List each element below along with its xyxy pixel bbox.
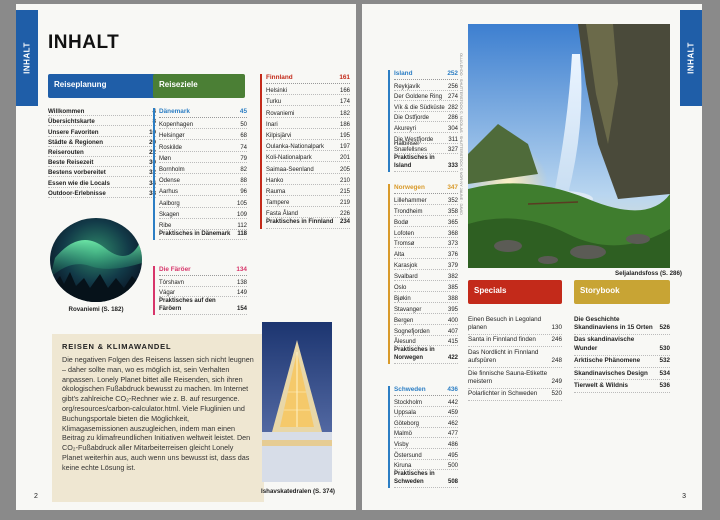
toc-entry-page: 286 (447, 115, 458, 122)
toc-entry-label: Einen Besuch in Legoland planen (468, 315, 542, 331)
section-finland (260, 74, 350, 229)
toc-entry-label: Visby (394, 441, 409, 448)
toc-entry-label: Uppsala (394, 410, 417, 417)
toc-entry[interactable] (394, 292, 458, 303)
section-heading-page: 134 (236, 266, 247, 273)
toc-entry-label: Helsinki (266, 88, 288, 95)
toc-entry-label: Skandinavisches Design (574, 369, 648, 377)
left-page (16, 4, 356, 510)
toc-entry-label: Stockholm (394, 399, 423, 406)
toc-entry-label: Bestens vorbereitet (48, 169, 106, 177)
page-title: INHALT (48, 32, 120, 53)
toc-entry-label: Das skandinavische Wunder (574, 336, 635, 352)
toc-entry-label: Outdoor-Erlebnisse (48, 189, 106, 197)
toc-entry-label: Ribe (159, 222, 172, 229)
toc-entry-page: 186 (339, 121, 350, 128)
toc-entry[interactable] (394, 80, 458, 91)
cathedral-image (262, 322, 332, 482)
toc-entry-label: Møn (159, 155, 171, 162)
toc-entry[interactable] (159, 129, 247, 140)
toc-entry-label: Göteborg (394, 420, 420, 427)
toc-entry-page: 130 (551, 323, 562, 331)
toc-entry-page: 304 (447, 125, 458, 132)
waterfall-photo (468, 24, 670, 268)
toc-entry-label: Tórshavn (159, 279, 185, 286)
toc-entry-label: Die Ostfjorde (394, 115, 430, 122)
toc-entry-label: Halbinsel Snæfellsnes (394, 141, 428, 154)
toc-entry-label: Vágar (159, 290, 176, 297)
toc-entry-label: Skagen (159, 211, 180, 218)
toc-entry[interactable] (394, 325, 458, 336)
toc-entry-page: 442 (447, 399, 458, 406)
toc-entry-page: 256 (447, 83, 458, 90)
toc-entry[interactable] (266, 84, 350, 95)
section-heading-title: Island (394, 70, 413, 77)
toc-entry-page: 68 (240, 133, 247, 140)
toc-entry-page: 201 (339, 155, 350, 162)
section-heading-page: 252 (447, 70, 458, 77)
toc-entry-label: Bergen (394, 317, 414, 324)
toc-entry[interactable] (48, 177, 156, 187)
climate-box-title: REISEN & KLIMAWANDEL (62, 342, 172, 351)
toc-entry-page: 105 (236, 200, 247, 207)
toc-entry-label: Östersund (394, 452, 422, 459)
toc-entry[interactable] (394, 141, 458, 155)
section-heading-title: Schweden (394, 386, 426, 393)
section-tab-label: INHALT (22, 42, 32, 74)
toc-entry[interactable] (159, 174, 247, 185)
toc-entry[interactable] (394, 238, 458, 249)
toc-entry-label: Rovaniemi (266, 110, 295, 117)
toc-entry-page: 395 (447, 306, 458, 313)
toc-entry-label: Die Westfjorde (394, 136, 434, 143)
toc-entry-page: 210 (339, 177, 350, 184)
toc-entry[interactable] (159, 163, 247, 174)
toc-entry-label: Turku (266, 99, 282, 106)
section-heading-title: Finnland (266, 74, 293, 81)
toc-entry-page: 82 (240, 166, 247, 173)
toc-entry[interactable] (266, 174, 350, 185)
toc-entry-label: Ålesund (394, 339, 416, 346)
toc-entry-page: 249 (551, 377, 562, 385)
toc-entry-label: Praktisches in Finnland (266, 219, 334, 226)
section-norway (388, 184, 458, 364)
toc-entry-page: 532 (659, 357, 670, 365)
toc-entry-label: Inari (266, 121, 278, 128)
toc-entry[interactable] (159, 196, 247, 207)
toc-entry-label: Roskilde (159, 144, 183, 151)
toc-entry-page: 530 (659, 344, 670, 352)
toc-entry-page: 109 (236, 211, 247, 218)
toc-entry[interactable] (394, 259, 458, 270)
toc-entry-label: Oslo (394, 285, 407, 292)
right-page (362, 4, 702, 510)
toc-entry-label: Reykjavík (394, 83, 421, 90)
toc-entry[interactable] (394, 216, 458, 227)
section-heading-page: 161 (339, 74, 350, 81)
toc-entry[interactable] (394, 438, 458, 449)
toc-entry-page: 477 (447, 431, 458, 438)
reiseziele-header: Reiseziele (153, 74, 245, 98)
toc-entry-page: 520 (551, 390, 562, 398)
toc-entry-label: Santa in Finnland finden (468, 336, 536, 344)
toc-entry-label: Bodø (394, 219, 409, 226)
toc-entry[interactable] (394, 248, 458, 259)
toc-entry-page: 379 (447, 263, 458, 270)
cathedral-photo (262, 322, 332, 482)
reiseplanung-header: Reiseplanung (48, 74, 156, 98)
toc-entry-page: 4 (152, 108, 156, 116)
toc-entry[interactable] (574, 380, 670, 392)
section-heading[interactable] (159, 266, 247, 276)
toc-entry[interactable] (266, 129, 350, 140)
toc-entry-page: 50 (240, 122, 247, 129)
toc-entry-page: 327 (447, 147, 458, 154)
toc-entry-label: Lillehammer (394, 197, 427, 204)
toc-entry-page: 74 (240, 144, 247, 151)
toc-entry[interactable] (394, 91, 458, 102)
climate-box (52, 334, 264, 502)
toc-entry-page: 376 (447, 252, 458, 259)
toc-entry[interactable] (574, 314, 670, 335)
toc-entry[interactable] (48, 167, 156, 177)
toc-entry-label: Übersichtskarte (48, 118, 95, 126)
toc-entry-page: 182 (339, 110, 350, 117)
toc-entry[interactable] (159, 185, 247, 196)
storybook-header: Storybook (574, 280, 670, 304)
toc-entry-page: 274 (447, 94, 458, 101)
toc-entry-label: Akureyri (394, 125, 417, 132)
toc-entry[interactable] (394, 470, 458, 488)
section-heading[interactable] (159, 108, 247, 118)
toc-entry-label: Aalborg (159, 200, 180, 207)
toc-entry-label: Trondheim (394, 208, 423, 215)
toc-entry[interactable] (266, 207, 350, 218)
toc-entry-page: 174 (339, 99, 350, 106)
toc-entry[interactable] (48, 137, 156, 147)
toc-entry-page: 358 (447, 208, 458, 215)
toc-entry-page: 385 (447, 285, 458, 292)
toc-entry[interactable] (394, 281, 458, 292)
toc-entry-label: Stavanger (394, 306, 422, 313)
toc-entry-label: Praktisches in Dänemark (159, 230, 231, 237)
toc-entry-label: Lofoten (394, 230, 415, 237)
toc-entry[interactable] (394, 270, 458, 281)
toc-entry-label: Helsingør (159, 133, 185, 140)
toc-entry[interactable] (574, 335, 670, 356)
section-sweden (388, 386, 458, 488)
toc-entry[interactable] (394, 417, 458, 428)
toc-entry-label: Die finnische Sauna-Etikette meistern (468, 369, 548, 385)
toc-entry[interactable] (48, 188, 156, 198)
toc-entry-label: Vík & die Südküste (394, 104, 445, 111)
toc-entry-label: Tampere (266, 200, 290, 207)
toc-entry-page: 166 (339, 88, 350, 95)
section-heading[interactable] (394, 386, 458, 396)
toc-entry-label: Karasjok (394, 263, 418, 270)
toc-entry-label: Hanko (266, 177, 284, 184)
toc-entry[interactable] (394, 122, 458, 133)
toc-entry[interactable] (159, 118, 247, 129)
toc-entry[interactable] (266, 218, 350, 228)
toc-entry-page: 368 (447, 230, 458, 237)
toc-entry-label: Städte & Regionen (48, 138, 104, 146)
toc-entry[interactable] (48, 106, 156, 116)
toc-entry-page: 415 (447, 339, 458, 346)
toc-entry[interactable] (159, 276, 247, 287)
toc-entry-page: 138 (236, 279, 247, 286)
toc-entry-label: Aarhus (159, 189, 179, 196)
toc-entry-label: Svalbard (394, 274, 418, 281)
toc-entry-label: Das Nordlicht in Finnland aufspüren (468, 348, 539, 365)
toc-entry-label: Praktisches in Schweden (394, 471, 435, 485)
aurora-photo (50, 218, 142, 302)
waterfall-image (468, 24, 670, 268)
specials-header: Specials (468, 280, 562, 304)
toc-entry[interactable] (266, 95, 350, 106)
toc-entry-page: 246 (551, 336, 562, 344)
toc-entry[interactable] (394, 428, 458, 439)
toc-entry-page: 333 (447, 162, 458, 169)
toc-entry-label: Tierwelt & Wildnis (574, 381, 629, 389)
toc-entry[interactable] (266, 140, 350, 151)
toc-entry-label: Malmö (394, 431, 413, 438)
storybook-list (574, 314, 670, 393)
toc-entry-page: 536 (659, 381, 670, 389)
toc-entry[interactable] (48, 157, 156, 167)
toc-entry-page: 88 (240, 178, 247, 185)
section-tab-left[interactable] (16, 10, 38, 106)
toc-entry[interactable] (48, 126, 156, 136)
toc-entry[interactable] (394, 407, 458, 418)
toc-entry[interactable] (394, 227, 458, 238)
toc-entry-page: 197 (339, 144, 350, 151)
toc-entry[interactable] (159, 140, 247, 151)
toc-entry-label: Praktisches in Norwegen (394, 347, 435, 361)
toc-entry-page: 219 (339, 200, 350, 207)
waterfall-caption: Seljalandsfoss (S. 286) (614, 270, 682, 277)
toc-entry-page: 352 (447, 197, 458, 204)
toc-entry[interactable] (266, 162, 350, 173)
toc-entry-label: Essen wie die Locals (48, 179, 110, 187)
toc-entry[interactable] (394, 303, 458, 314)
toc-entry-label: Alta (394, 252, 405, 259)
page-number-left: 2 (34, 493, 38, 500)
toc-entry-label: Reiserouten (48, 148, 84, 156)
toc-entry-page: 149 (236, 290, 247, 297)
toc-entry[interactable] (266, 196, 350, 207)
toc-entry[interactable] (394, 112, 458, 123)
toc-entry-page: 534 (659, 369, 670, 377)
section-tab-right[interactable] (680, 10, 702, 106)
toc-entry-page: 118 (237, 230, 247, 237)
toc-entry-page: 30 (149, 159, 156, 167)
toc-entry-page: 154 (236, 305, 247, 312)
section-heading-title: Die Färöer (159, 266, 191, 273)
toc-entry[interactable] (574, 356, 670, 368)
toc-entry-page: 79 (240, 155, 247, 162)
toc-entry-page: 248 (551, 357, 562, 365)
toc-entry-page: 486 (447, 441, 458, 448)
climate-box-text: Die negativen Folgen des Reisens lassen sich nicht leugnen – daher sollte man, wo es möglich ist, sein Verhalten anpassen. Lonely Planet bittet alle Reisenden, sich ihren ökologischen Fußabdruck bewusst zu machen. Im Internet gibt's zahlreiche CO₂-Rechner wie z. B. auf resurgence. org/resources/carbon-calculator.html. Viele Fluglinien und Buchungsportale bieten die Möglichkeit, Klimagasemissionen auszugleichen, indem man einen Beitrag zu klimafreundlichen Initiativen weltweit leistet. Den CO₂-Fußabdruck aller Mitarbeiterreisen gleicht Lonely Planet weiterhin aus, auch wenn uns bewusst ist, dass das keine echte Lösung ist. (62, 355, 254, 472)
toc-entry[interactable] (468, 389, 562, 401)
toc-entry[interactable] (159, 219, 247, 230)
toc-entry[interactable] (266, 151, 350, 162)
toc-entry-page: 282 (447, 104, 458, 111)
toc-entry-label: Kilpisjärvi (266, 132, 292, 139)
toc-entry-page: 38 (149, 189, 156, 197)
toc-entry[interactable] (394, 460, 458, 471)
toc-entry-page: 112 (237, 222, 247, 229)
toc-entry-page: 22 (149, 148, 156, 156)
toc-entry-label: Der Goldene Ring (394, 94, 443, 101)
toc-entry-page: 382 (447, 274, 458, 281)
toc-entry[interactable] (574, 368, 670, 380)
toc-entry-label: Die Geschichte Skandinaviens in 15 Orten (574, 315, 653, 331)
toc-entry-page: 462 (447, 420, 458, 427)
section-heading[interactable] (394, 184, 458, 194)
aurora-caption: Rovaniemi (S. 182) (68, 306, 124, 313)
page-number-right: 3 (682, 493, 686, 500)
toc-entry-label: Saimaa-Seenland (266, 166, 314, 173)
toc-entry-page: 459 (447, 410, 458, 417)
aurora-image (50, 218, 142, 302)
photo-credit-text: OLLI/LEHDO · SHUTTERSTOCK ©, NICOLAS · SHUTTERSTOCK © NOR·NY JAUNE · DAVID (459, 53, 463, 215)
toc-entry[interactable] (394, 336, 458, 347)
section-denmark (153, 108, 247, 240)
section-iceland (388, 70, 458, 172)
toc-entry-label: Willkommen (48, 108, 85, 116)
toc-entry-page: 407 (447, 328, 458, 335)
toc-entry[interactable] (394, 314, 458, 325)
toc-entry-label: Arktische Phänomene (574, 357, 641, 365)
toc-entry-label: Polarlichter in Schweden (468, 390, 538, 398)
toc-entry[interactable] (394, 346, 458, 364)
toc-entry-page: 311 (448, 136, 458, 143)
toc-entry[interactable] (159, 287, 247, 298)
toc-entry[interactable] (159, 230, 247, 240)
toc-entry-page: 226 (339, 211, 350, 218)
toc-entry[interactable] (394, 101, 458, 112)
toc-entry-page: 34 (149, 179, 156, 187)
toc-entry-page: 96 (240, 189, 247, 196)
toc-entry[interactable] (468, 368, 562, 389)
toc-entry[interactable] (394, 154, 458, 172)
toc-entry-page: 8 (152, 118, 156, 126)
section-heading-page: 347 (447, 184, 458, 191)
planning-list (48, 106, 156, 198)
section-tab-label: INHALT (686, 42, 696, 74)
section-heading-title: Norwegen (394, 184, 425, 191)
toc-entry[interactable] (394, 205, 458, 216)
photo-credit (457, 34, 465, 234)
toc-entry[interactable] (468, 335, 562, 347)
cathedral-caption: Ishavskatedralen (S. 374) (261, 488, 335, 495)
section-heading[interactable] (266, 74, 350, 84)
specials-list (468, 314, 562, 401)
toc-entry-label: Bornholm (159, 166, 185, 173)
toc-entry[interactable] (394, 194, 458, 205)
toc-entry[interactable] (394, 449, 458, 460)
toc-entry[interactable] (48, 116, 156, 126)
toc-entry[interactable] (159, 297, 247, 315)
toc-entry-label: Beste Reisezeit (48, 159, 94, 167)
section-heading[interactable] (394, 70, 458, 80)
toc-entry-page: 422 (447, 354, 458, 361)
toc-entry-page: 32 (149, 169, 156, 177)
toc-entry[interactable] (159, 208, 247, 219)
toc-entry-page: 495 (447, 452, 458, 459)
toc-entry-label: Rauma (266, 188, 286, 195)
toc-entry-label: Sognefjorden (394, 328, 430, 335)
section-heading-title: Dänemark (159, 108, 190, 115)
toc-entry[interactable] (394, 396, 458, 407)
toc-entry-label: Praktisches auf den Färöern (159, 298, 216, 312)
toc-entry-label: Tromsø (394, 241, 415, 248)
toc-entry[interactable] (48, 147, 156, 157)
toc-entry-label: Koli-Nationalpark (266, 155, 312, 162)
toc-entry-page: 205 (339, 166, 350, 173)
toc-entry[interactable] (468, 314, 562, 335)
toc-entry-page: 20 (149, 138, 156, 146)
toc-entry-page: 526 (659, 323, 670, 331)
section-faroe (153, 266, 247, 315)
toc-entry[interactable] (266, 118, 350, 129)
toc-entry-label: Oulanka-Nationalpark (266, 144, 325, 151)
toc-entry[interactable] (159, 152, 247, 163)
toc-entry-page: 500 (447, 463, 458, 470)
toc-entry-label: Odense (159, 178, 181, 185)
toc-entry-page: 508 (447, 478, 458, 485)
toc-entry-page: 195 (339, 132, 350, 139)
toc-entry-label: Kopenhagen (159, 122, 194, 129)
toc-entry-page: 215 (339, 188, 350, 195)
toc-entry-label: Kiruna (394, 463, 412, 470)
toc-entry-page: 400 (447, 317, 458, 324)
toc-entry[interactable] (266, 106, 350, 117)
section-heading-page: 45 (239, 108, 247, 115)
toc-entry-page: 373 (447, 241, 458, 248)
section-heading-page: 436 (447, 386, 458, 393)
toc-entry[interactable] (468, 347, 562, 368)
toc-entry[interactable] (266, 185, 350, 196)
toc-entry-label: Bjøkin (394, 295, 411, 302)
toc-entry-page: 10 (149, 128, 156, 136)
toc-entry-page: 388 (447, 295, 458, 302)
toc-entry-page: 234 (339, 219, 350, 226)
toc-entry-page: 365 (447, 219, 458, 226)
toc-entry-label: Praktisches in Island (394, 155, 435, 169)
toc-entry-label: Unsere Favoriten (48, 128, 99, 136)
toc-entry-label: Fasta Åland (266, 211, 299, 218)
